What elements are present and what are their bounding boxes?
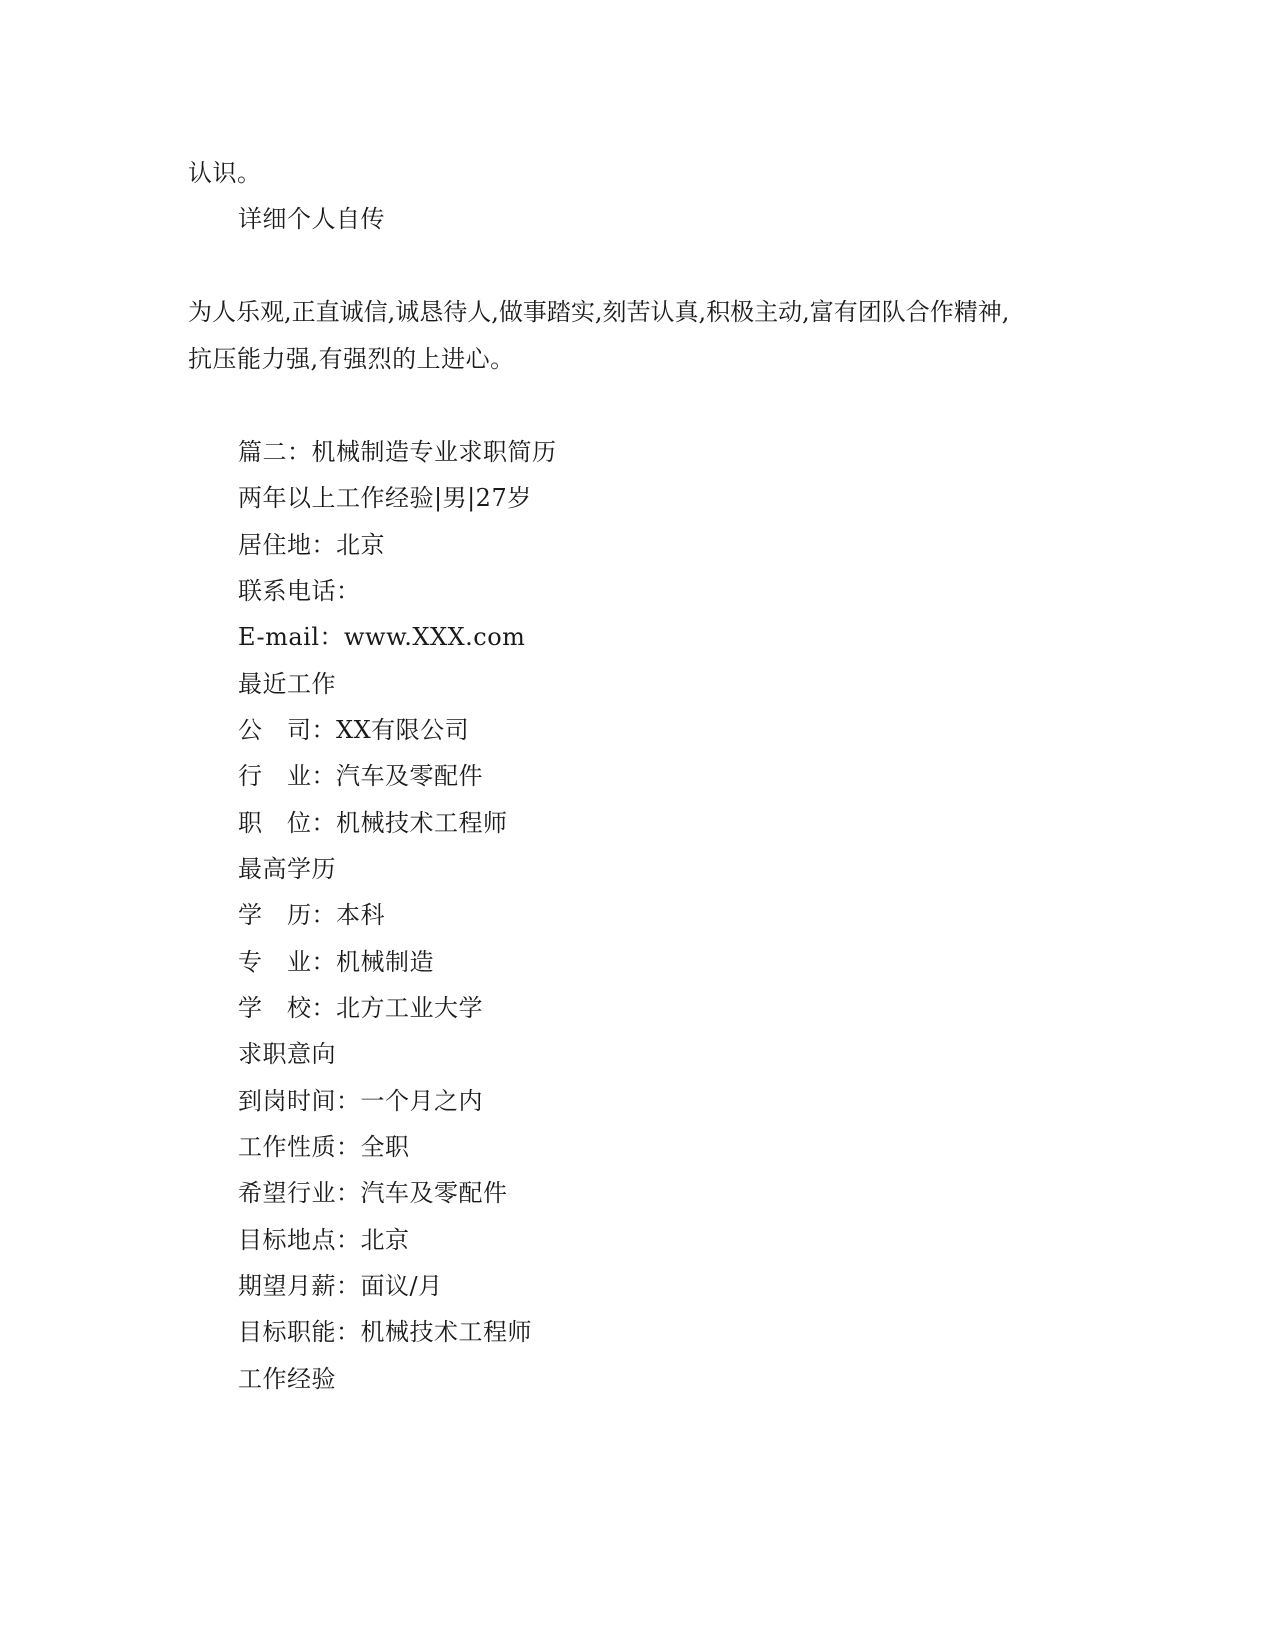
- job-type-field: 工作性质：全职: [238, 1133, 410, 1161]
- email-field: E-mail：www.XXX.com: [238, 623, 526, 651]
- resume-title: 篇二：机械制造专业求职简历: [238, 438, 557, 466]
- resume-summary: 两年以上工作经验|男|27岁: [238, 484, 532, 512]
- autobio-heading: 详细个人自传: [238, 205, 385, 233]
- autobio-paragraph-line-2: 抗压能力强,有强烈的上进心。: [188, 345, 515, 373]
- target-function-field: 目标职能：机械技术工程师: [238, 1318, 532, 1346]
- residence-field: 居住地：北京: [238, 531, 385, 559]
- degree-field: 学 历：本科: [238, 901, 385, 929]
- start-time-field: 到岗时间：一个月之内: [238, 1087, 483, 1115]
- intro-tail-text: 认识。: [188, 159, 262, 187]
- company-field: 公 司：XX有限公司: [238, 716, 470, 744]
- school-field: 学 校：北方工业大学: [238, 994, 483, 1022]
- position-field: 职 位：机械技术工程师: [238, 809, 508, 837]
- experience-heading: 工作经验: [238, 1365, 336, 1393]
- expected-salary-field: 期望月薪：面议/月: [238, 1272, 443, 1300]
- intention-heading: 求职意向: [238, 1040, 336, 1068]
- target-location-field: 目标地点：北京: [238, 1226, 410, 1254]
- major-field: 专 业：机械制造: [238, 948, 434, 976]
- desired-industry-field: 希望行业：汽车及零配件: [238, 1179, 508, 1207]
- education-heading: 最高学历: [238, 855, 336, 883]
- autobio-paragraph-line-1: 为人乐观,正直诚信,诚恳待人,做事踏实,刻苦认真,积极主动,富有团队合作精神,: [188, 298, 1010, 326]
- phone-field: 联系电话：: [238, 577, 361, 605]
- recent-work-heading: 最近工作: [238, 670, 336, 698]
- industry-field: 行 业：汽车及零配件: [238, 762, 483, 790]
